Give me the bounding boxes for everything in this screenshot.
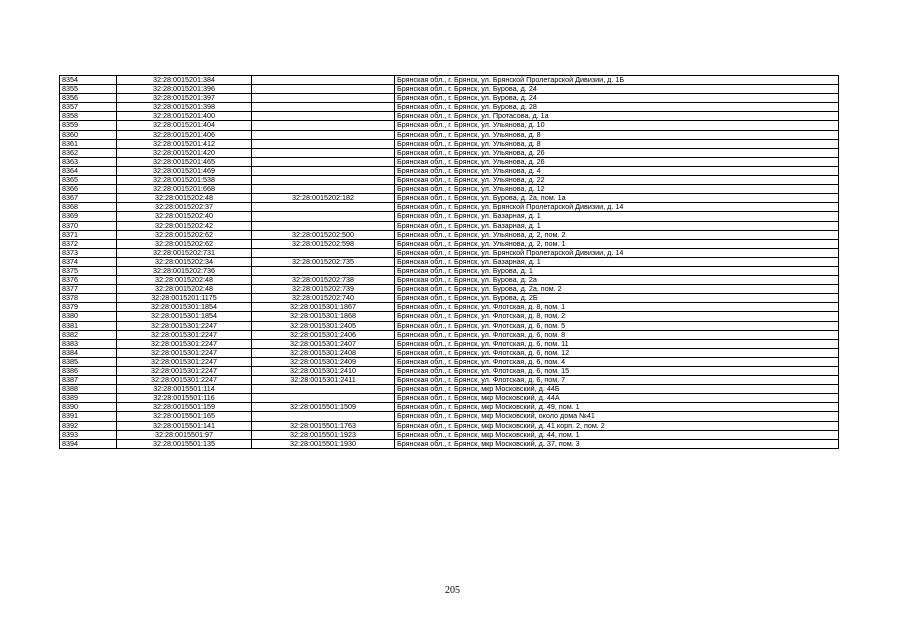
address-cell: Брянская обл., г. Брянск, ул. Брянской Пролетарской Дивизии, д. 14 bbox=[395, 203, 839, 212]
premises-number-cell bbox=[252, 121, 395, 130]
address-cell: Брянская обл., г. Брянск, мкр Московский, около дома №41 bbox=[395, 412, 839, 421]
address-cell: Брянская обл., г. Брянск, ул. Бурова, д. 2а, пом. 1а bbox=[395, 194, 839, 203]
premises-number-cell: 32:28:0015301:2405 bbox=[252, 321, 395, 330]
table-row bbox=[60, 248, 839, 257]
address-cell: Брянская обл., г. Брянск, ул. Ульянова, д. 26 bbox=[395, 157, 839, 166]
table-row bbox=[60, 112, 839, 121]
cadastral-number-cell: 32:28:0015501:116 bbox=[117, 394, 252, 403]
address-cell: Брянская обл., г. Брянск, ул. Бурова, д. 1 bbox=[395, 266, 839, 275]
cadastral-number-cell: 32:28:0015201:397 bbox=[117, 94, 252, 103]
cadastral-number-cell: 32:28:0015301:2247 bbox=[117, 376, 252, 385]
table-row bbox=[60, 339, 839, 348]
address-cell: Брянская обл., г. Брянск, ул. Флотская, д. 8, пом. 1 bbox=[395, 303, 839, 312]
table-row bbox=[60, 185, 839, 194]
row-number-cell: 8394 bbox=[60, 439, 117, 448]
row-number-cell: 8388 bbox=[60, 385, 117, 394]
row-number-cell: 8375 bbox=[60, 266, 117, 275]
address-cell: Брянская обл., г. Брянск, мкр Московский, д. 37, пом. 3 bbox=[395, 439, 839, 448]
cadastral-number-cell: 32:28:0015201:404 bbox=[117, 121, 252, 130]
address-cell: Брянская обл., г. Брянск, ул. Бурова, д. 2а, пом. 2 bbox=[395, 285, 839, 294]
address-cell: Брянская обл., г. Брянск, ул. Флотская, д. 6, пом. 5 bbox=[395, 321, 839, 330]
premises-number-cell bbox=[252, 221, 395, 230]
cadastral-number-cell: 32:28:0015201:668 bbox=[117, 185, 252, 194]
premises-number-cell bbox=[252, 148, 395, 157]
row-number-cell: 8378 bbox=[60, 294, 117, 303]
cadastral-number-cell: 32:28:0015202:62 bbox=[117, 230, 252, 239]
cadastral-number-cell: 32:28:0015202:731 bbox=[117, 248, 252, 257]
table-row bbox=[60, 321, 839, 330]
premises-number-cell bbox=[252, 166, 395, 175]
address-cell: Брянская обл., г. Брянск, ул. Базарная, д. 1 bbox=[395, 212, 839, 221]
row-number-cell: 8380 bbox=[60, 312, 117, 321]
address-cell: Брянская обл., г. Брянск, ул. Бурова, д. 24 bbox=[395, 94, 839, 103]
table-row bbox=[60, 303, 839, 312]
table-row bbox=[60, 85, 839, 94]
cadastral-number-cell: 32:28:0015201:465 bbox=[117, 157, 252, 166]
premises-number-cell: 32:28:0015202:735 bbox=[252, 257, 395, 266]
row-number-cell: 8369 bbox=[60, 212, 117, 221]
row-number-cell: 8382 bbox=[60, 330, 117, 339]
address-cell: Брянская обл., г. Брянск, ул. Ульянова, д. 4 bbox=[395, 166, 839, 175]
address-cell: Брянская обл., г. Брянск, мкр Московский, д. 44Б bbox=[395, 385, 839, 394]
premises-number-cell: 32:28:0015301:2410 bbox=[252, 367, 395, 376]
address-cell: Брянская обл., г. Брянск, мкр Московский, д. 49, пом. 1 bbox=[395, 403, 839, 412]
premises-number-cell bbox=[252, 85, 395, 94]
address-cell: Брянская обл., г. Брянск, ул. Ульянова, д. 2, пом. 2 bbox=[395, 230, 839, 239]
table-row bbox=[60, 139, 839, 148]
cadastral-number-cell: 32:28:0015501:114 bbox=[117, 385, 252, 394]
row-number-cell: 8354 bbox=[60, 76, 117, 85]
table-row bbox=[60, 421, 839, 430]
address-cell: Брянская обл., г. Брянск, ул. Базарная, д. 1 bbox=[395, 257, 839, 266]
row-number-cell: 8356 bbox=[60, 94, 117, 103]
address-cell: Брянская обл., г. Брянск, ул. Флотская, д. 6, пом. 7 bbox=[395, 376, 839, 385]
premises-number-cell bbox=[252, 203, 395, 212]
row-number-cell: 8360 bbox=[60, 130, 117, 139]
cadastral-number-cell: 32:28:0015202:42 bbox=[117, 221, 252, 230]
premises-number-cell bbox=[252, 130, 395, 139]
address-cell: Брянская обл., г. Брянск, ул. Флотская, д. 6, пом. 11 bbox=[395, 339, 839, 348]
cadastral-number-cell: 32:28:0015202:34 bbox=[117, 257, 252, 266]
premises-number-cell bbox=[252, 94, 395, 103]
table-row bbox=[60, 385, 839, 394]
table-row bbox=[60, 194, 839, 203]
table-row bbox=[60, 330, 839, 339]
row-number-cell: 8383 bbox=[60, 339, 117, 348]
table-row bbox=[60, 157, 839, 166]
address-cell: Брянская обл., г. Брянск, ул. Ульянова, д. 8 bbox=[395, 130, 839, 139]
cadastral-number-cell: 32:28:0015501:141 bbox=[117, 421, 252, 430]
table-row bbox=[60, 357, 839, 366]
address-cell: Брянская обл., г. Брянск, мкр Московский, д. 44, пом. 1 bbox=[395, 430, 839, 439]
premises-number-cell bbox=[252, 112, 395, 121]
address-cell: Брянская обл., г. Брянск, ул. Ульянова, д. 10 bbox=[395, 121, 839, 130]
row-number-cell: 8357 bbox=[60, 103, 117, 112]
premises-number-cell: 32:28:0015501:1930 bbox=[252, 439, 395, 448]
cadastral-number-cell: 32:28:0015202:736 bbox=[117, 266, 252, 275]
address-cell: Брянская обл., г. Брянск, ул. Брянской Пролетарской Дивизии, д. 1Б bbox=[395, 76, 839, 85]
table-row bbox=[60, 430, 839, 439]
row-number-cell: 8376 bbox=[60, 276, 117, 285]
table-row bbox=[60, 403, 839, 412]
premises-number-cell bbox=[252, 103, 395, 112]
address-cell: Брянская обл., г. Брянск, ул. Флотская, д. 6, пом. 4 bbox=[395, 357, 839, 366]
row-number-cell: 8384 bbox=[60, 348, 117, 357]
address-cell: Брянская обл., г. Брянск, ул. Брянской Пролетарской Дивизии, д. 14 bbox=[395, 248, 839, 257]
table-row bbox=[60, 266, 839, 275]
registry-table bbox=[59, 75, 839, 449]
premises-number-cell bbox=[252, 394, 395, 403]
table-row bbox=[60, 176, 839, 185]
address-cell: Брянская обл., г. Брянск, ул. Флотская, д. 6, пом. 15 bbox=[395, 367, 839, 376]
premises-number-cell: 32:28:0015301:2406 bbox=[252, 330, 395, 339]
cadastral-number-cell: 32:28:0015201:398 bbox=[117, 103, 252, 112]
table-row bbox=[60, 203, 839, 212]
cadastral-number-cell: 32:28:0015501:159 bbox=[117, 403, 252, 412]
table-row bbox=[60, 412, 839, 421]
row-number-cell: 8373 bbox=[60, 248, 117, 257]
table-row bbox=[60, 394, 839, 403]
address-cell: Брянская обл., г. Брянск, ул. Ульянова, д. 12 bbox=[395, 185, 839, 194]
address-cell: Брянская обл., г. Брянск, ул. Протасова, д. 1а bbox=[395, 112, 839, 121]
cadastral-number-cell: 32:28:0015202:62 bbox=[117, 239, 252, 248]
address-cell: Брянская обл., г. Брянск, ул. Бурова, д. 2Б bbox=[395, 294, 839, 303]
cadastral-number-cell: 32:28:0015301:2247 bbox=[117, 367, 252, 376]
table-row bbox=[60, 439, 839, 448]
premises-number-cell: 32:28:0015301:2409 bbox=[252, 357, 395, 366]
row-number-cell: 8364 bbox=[60, 166, 117, 175]
cadastral-number-cell: 32:28:0015501:97 bbox=[117, 430, 252, 439]
premises-number-cell bbox=[252, 76, 395, 85]
table-row bbox=[60, 285, 839, 294]
premises-number-cell: 32:28:0015202:500 bbox=[252, 230, 395, 239]
cadastral-number-cell: 32:28:0015202:48 bbox=[117, 285, 252, 294]
address-cell: Брянская обл., г. Брянск, мкр Московский, д. 41 корп. 2, пом. 2 bbox=[395, 421, 839, 430]
row-number-cell: 8372 bbox=[60, 239, 117, 248]
table-row bbox=[60, 312, 839, 321]
address-cell: Брянская обл., г. Брянск, ул. Флотская, д. 6, пом. 12 bbox=[395, 348, 839, 357]
row-number-cell: 8363 bbox=[60, 157, 117, 166]
row-number-cell: 8387 bbox=[60, 376, 117, 385]
registry-table-body bbox=[60, 76, 839, 449]
premises-number-cell bbox=[252, 212, 395, 221]
premises-number-cell bbox=[252, 248, 395, 257]
cadastral-number-cell: 32:28:0015201:1175 bbox=[117, 294, 252, 303]
premises-number-cell bbox=[252, 185, 395, 194]
cadastral-number-cell: 32:28:0015201:384 bbox=[117, 76, 252, 85]
cadastral-number-cell: 32:28:0015301:2247 bbox=[117, 357, 252, 366]
page-number: 205 bbox=[445, 585, 460, 596]
row-number-cell: 8392 bbox=[60, 421, 117, 430]
premises-number-cell: 32:28:0015202:740 bbox=[252, 294, 395, 303]
address-cell: Брянская обл., г. Брянск, ул. Бурова, д. 24 bbox=[395, 85, 839, 94]
cadastral-number-cell: 32:28:0015201:400 bbox=[117, 112, 252, 121]
row-number-cell: 8385 bbox=[60, 357, 117, 366]
cadastral-number-cell: 32:28:0015301:1854 bbox=[117, 303, 252, 312]
premises-number-cell bbox=[252, 176, 395, 185]
cadastral-number-cell: 32:28:0015201:406 bbox=[117, 130, 252, 139]
premises-number-cell bbox=[252, 157, 395, 166]
row-number-cell: 8362 bbox=[60, 148, 117, 157]
cadastral-number-cell: 32:28:0015201:396 bbox=[117, 85, 252, 94]
table-row bbox=[60, 376, 839, 385]
table-row bbox=[60, 276, 839, 285]
table-row bbox=[60, 148, 839, 157]
cadastral-number-cell: 32:28:0015501:135 bbox=[117, 439, 252, 448]
premises-number-cell: 32:28:0015202:739 bbox=[252, 285, 395, 294]
premises-number-cell: 32:28:0015202:738 bbox=[252, 276, 395, 285]
premises-number-cell: 32:28:0015301:2408 bbox=[252, 348, 395, 357]
premises-number-cell bbox=[252, 412, 395, 421]
row-number-cell: 8377 bbox=[60, 285, 117, 294]
premises-number-cell: 32:28:0015501:1763 bbox=[252, 421, 395, 430]
premises-number-cell: 32:28:0015202:182 bbox=[252, 194, 395, 203]
address-cell: Брянская обл., г. Брянск, ул. Ульянова, д. 2, пом. 1 bbox=[395, 239, 839, 248]
cadastral-number-cell: 32:28:0015301:2247 bbox=[117, 330, 252, 339]
row-number-cell: 8386 bbox=[60, 367, 117, 376]
table-row bbox=[60, 221, 839, 230]
premises-number-cell: 32:28:0015301:2411 bbox=[252, 376, 395, 385]
row-number-cell: 8393 bbox=[60, 430, 117, 439]
row-number-cell: 8367 bbox=[60, 194, 117, 203]
cadastral-number-cell: 32:28:0015202:48 bbox=[117, 194, 252, 203]
row-number-cell: 8361 bbox=[60, 139, 117, 148]
table-row bbox=[60, 239, 839, 248]
table-row bbox=[60, 130, 839, 139]
premises-number-cell bbox=[252, 139, 395, 148]
cadastral-number-cell: 32:28:0015201:538 bbox=[117, 176, 252, 185]
address-cell: Брянская обл., г. Брянск, ул. Базарная, д. 1 bbox=[395, 221, 839, 230]
row-number-cell: 8355 bbox=[60, 85, 117, 94]
table-row bbox=[60, 230, 839, 239]
cadastral-number-cell: 32:28:0015301:2247 bbox=[117, 348, 252, 357]
address-cell: Брянская обл., г. Брянск, ул. Флотская, д. 8, пом. 2 bbox=[395, 312, 839, 321]
row-number-cell: 8365 bbox=[60, 176, 117, 185]
cadastral-number-cell: 32:28:0015202:37 bbox=[117, 203, 252, 212]
cadastral-number-cell: 32:28:0015202:48 bbox=[117, 276, 252, 285]
row-number-cell: 8374 bbox=[60, 257, 117, 266]
premises-number-cell: 32:28:0015501:1509 bbox=[252, 403, 395, 412]
cadastral-number-cell: 32:28:0015301:2247 bbox=[117, 339, 252, 348]
table-row bbox=[60, 348, 839, 357]
premises-number-cell: 32:28:0015301:1867 bbox=[252, 303, 395, 312]
table-row bbox=[60, 257, 839, 266]
address-cell: Брянская обл., г. Брянск, ул. Ульянова, д. 22 bbox=[395, 176, 839, 185]
table-row bbox=[60, 294, 839, 303]
address-cell: Брянская обл., г. Брянск, ул. Бурова, д. 28 bbox=[395, 103, 839, 112]
table-row bbox=[60, 367, 839, 376]
row-number-cell: 8379 bbox=[60, 303, 117, 312]
premises-number-cell: 32:28:0015301:2407 bbox=[252, 339, 395, 348]
row-number-cell: 8390 bbox=[60, 403, 117, 412]
row-number-cell: 8366 bbox=[60, 185, 117, 194]
table-row bbox=[60, 212, 839, 221]
row-number-cell: 8391 bbox=[60, 412, 117, 421]
cadastral-number-cell: 32:28:0015301:1854 bbox=[117, 312, 252, 321]
row-number-cell: 8371 bbox=[60, 230, 117, 239]
table-row bbox=[60, 166, 839, 175]
address-cell: Брянская обл., г. Брянск, мкр Московский, д. 44А bbox=[395, 394, 839, 403]
cadastral-number-cell: 32:28:0015201:420 bbox=[117, 148, 252, 157]
premises-number-cell bbox=[252, 385, 395, 394]
row-number-cell: 8370 bbox=[60, 221, 117, 230]
table-row bbox=[60, 76, 839, 85]
row-number-cell: 8368 bbox=[60, 203, 117, 212]
address-cell: Брянская обл., г. Брянск, ул. Ульянова, д. 8 bbox=[395, 139, 839, 148]
row-number-cell: 8359 bbox=[60, 121, 117, 130]
premises-number-cell bbox=[252, 266, 395, 275]
cadastral-number-cell: 32:28:0015301:2247 bbox=[117, 321, 252, 330]
table-row bbox=[60, 94, 839, 103]
address-cell: Брянская обл., г. Брянск, ул. Флотская, д. 6, пом. 8 bbox=[395, 330, 839, 339]
row-number-cell: 8389 bbox=[60, 394, 117, 403]
cadastral-number-cell: 32:28:0015201:412 bbox=[117, 139, 252, 148]
premises-number-cell: 32:28:0015301:1868 bbox=[252, 312, 395, 321]
address-cell: Брянская обл., г. Брянск, ул. Бурова, д. 2а bbox=[395, 276, 839, 285]
row-number-cell: 8381 bbox=[60, 321, 117, 330]
address-cell: Брянская обл., г. Брянск, ул. Ульянова, д. 26 bbox=[395, 148, 839, 157]
cadastral-number-cell: 32:28:0015202:40 bbox=[117, 212, 252, 221]
premises-number-cell: 32:28:0015501:1923 bbox=[252, 430, 395, 439]
premises-number-cell: 32:28:0015202:598 bbox=[252, 239, 395, 248]
cadastral-number-cell: 32:28:0015201:469 bbox=[117, 166, 252, 175]
row-number-cell: 8358 bbox=[60, 112, 117, 121]
cadastral-number-cell: 32:28:0015501:165 bbox=[117, 412, 252, 421]
table-row bbox=[60, 103, 839, 112]
table-row bbox=[60, 121, 839, 130]
